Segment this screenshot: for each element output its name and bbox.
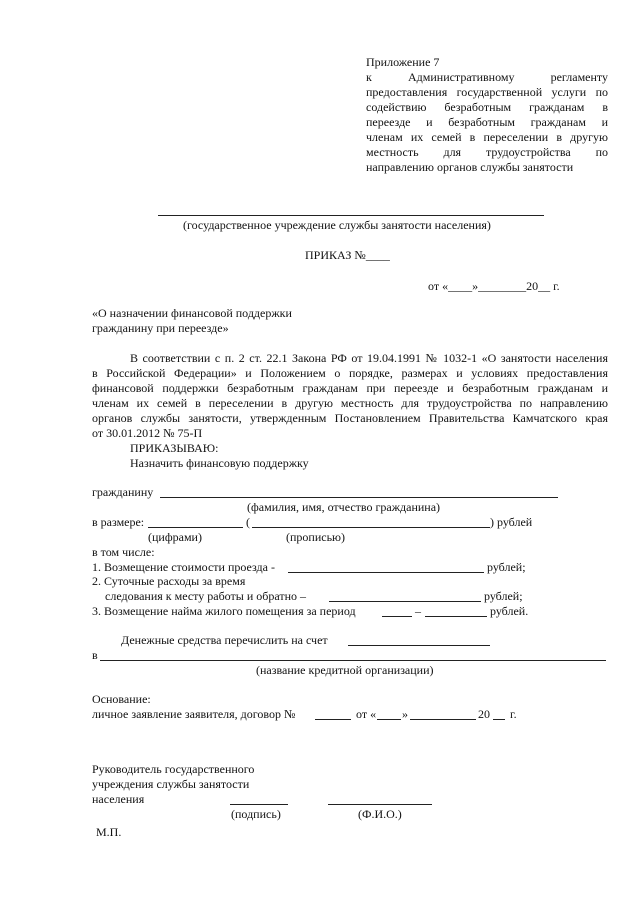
item2-unit: рублей; bbox=[484, 589, 523, 603]
decree-assign: Назначить финансовую поддержку bbox=[130, 456, 309, 470]
appendix-line: местность для трудоустройства по bbox=[366, 145, 608, 159]
appendix-line: направлению органов службы занятости bbox=[366, 160, 574, 174]
transfer-in: в bbox=[92, 648, 98, 662]
appendix-line: переезде и безработным гражданам и bbox=[366, 115, 608, 129]
signature-field[interactable] bbox=[230, 804, 288, 805]
decree-word: ПРИКАЗЫВАЮ: bbox=[130, 441, 219, 455]
amount-close: ) рублей bbox=[490, 515, 533, 529]
stamp-place: М.П. bbox=[96, 825, 122, 839]
item2-cont: следования к месту работы и обратно – bbox=[105, 589, 307, 603]
transfer-text: Денежные средства перечислить на счет bbox=[121, 633, 328, 647]
basis-year-field[interactable] bbox=[493, 719, 505, 720]
amount-digits-field[interactable] bbox=[148, 527, 243, 528]
bank-caption: (название кредитной организации) bbox=[256, 663, 434, 677]
item3-dash: – bbox=[415, 604, 421, 618]
item1-unit: рублей; bbox=[487, 560, 526, 574]
item3-from-field[interactable] bbox=[382, 616, 412, 617]
appendix-line: членам их семей в переселении в другую bbox=[366, 130, 608, 144]
basis-label: Основание: bbox=[92, 692, 151, 706]
preamble-line: членам их семей в переселении в другую местность для трудоустройства по направлению bbox=[92, 396, 608, 410]
signatory-line: учреждения службы занятости bbox=[92, 777, 250, 791]
amount-words-field[interactable] bbox=[252, 527, 490, 528]
amount-label: в размере: bbox=[92, 515, 145, 529]
appendix-line: содействию безработным гражданам в bbox=[366, 100, 608, 114]
signature-caption: (подпись) bbox=[231, 807, 281, 821]
basis-from: от « bbox=[356, 707, 377, 721]
institution-line bbox=[158, 215, 544, 216]
appendix-title: Приложение 7 bbox=[366, 55, 440, 69]
basis-month-field[interactable] bbox=[410, 719, 476, 720]
name-field[interactable] bbox=[328, 804, 432, 805]
item1-field[interactable] bbox=[288, 572, 484, 573]
basis-text: личное заявление заявителя, договор № bbox=[92, 707, 296, 721]
including-label: в том числе: bbox=[92, 545, 155, 559]
preamble-line: финансовой поддержки безработным гражданам при переезде и безработным гражданам и bbox=[92, 381, 608, 395]
preamble-line: в Российской Федерации» и Положением о порядке, размерах и условиях предоставления bbox=[92, 366, 608, 380]
item3-unit: рублей. bbox=[490, 604, 529, 618]
preamble-line: В соответствии с п. 2 ст. 22.1 Закона РФ от 19.04.1991 № 1032-1 «О занятости населения bbox=[130, 351, 608, 365]
basis-mid: » bbox=[402, 707, 408, 721]
account-field[interactable] bbox=[348, 645, 490, 646]
appendix-line: предоставления государственной услуги по bbox=[366, 85, 608, 99]
amount-caption-digits: (цифрами) bbox=[148, 530, 202, 544]
item1-label: 1. Возмещение стоимости проезда - bbox=[92, 560, 275, 574]
basis-year: 20 bbox=[478, 707, 490, 721]
basis-suffix: г. bbox=[510, 707, 517, 721]
preamble-line: от 30.01.2012 № 75-П bbox=[92, 426, 203, 440]
name-caption: (Ф.И.О.) bbox=[358, 807, 402, 821]
basis-day-field[interactable] bbox=[377, 719, 401, 720]
item3-to-field[interactable] bbox=[425, 616, 487, 617]
institution-caption: (государственное учреждение службы занятости населения) bbox=[183, 218, 491, 232]
amount-open-paren: ( bbox=[246, 515, 250, 529]
appendix-line: к Административному регламенту bbox=[366, 70, 608, 84]
citizen-label: гражданину bbox=[92, 485, 154, 499]
citizen-field[interactable] bbox=[160, 497, 558, 498]
signatory-line: Руководитель государственного bbox=[92, 762, 255, 776]
item2-field[interactable] bbox=[329, 601, 481, 602]
order-title: ПРИКАЗ №____ bbox=[305, 248, 390, 262]
amount-caption-words: (прописью) bbox=[286, 530, 346, 544]
citizen-caption: (фамилия, имя, отчество гражданина) bbox=[247, 500, 441, 514]
order-subject: гражданину при переезде» bbox=[92, 321, 229, 335]
item2-label: 2. Суточные расходы за время bbox=[92, 574, 246, 588]
contract-number-field[interactable] bbox=[315, 719, 351, 720]
order-subject: «О назначении финансовой поддержки bbox=[92, 306, 292, 320]
order-date: от «____»________20__ г. bbox=[428, 279, 560, 293]
preamble-line: органов службы занятости, утвержденным Постановлением Правительства Камчатского края bbox=[92, 411, 608, 425]
bank-field[interactable] bbox=[100, 660, 606, 661]
signatory-line: населения bbox=[92, 792, 145, 806]
item3-label: 3. Возмещение найма жилого помещения за период bbox=[92, 604, 356, 618]
